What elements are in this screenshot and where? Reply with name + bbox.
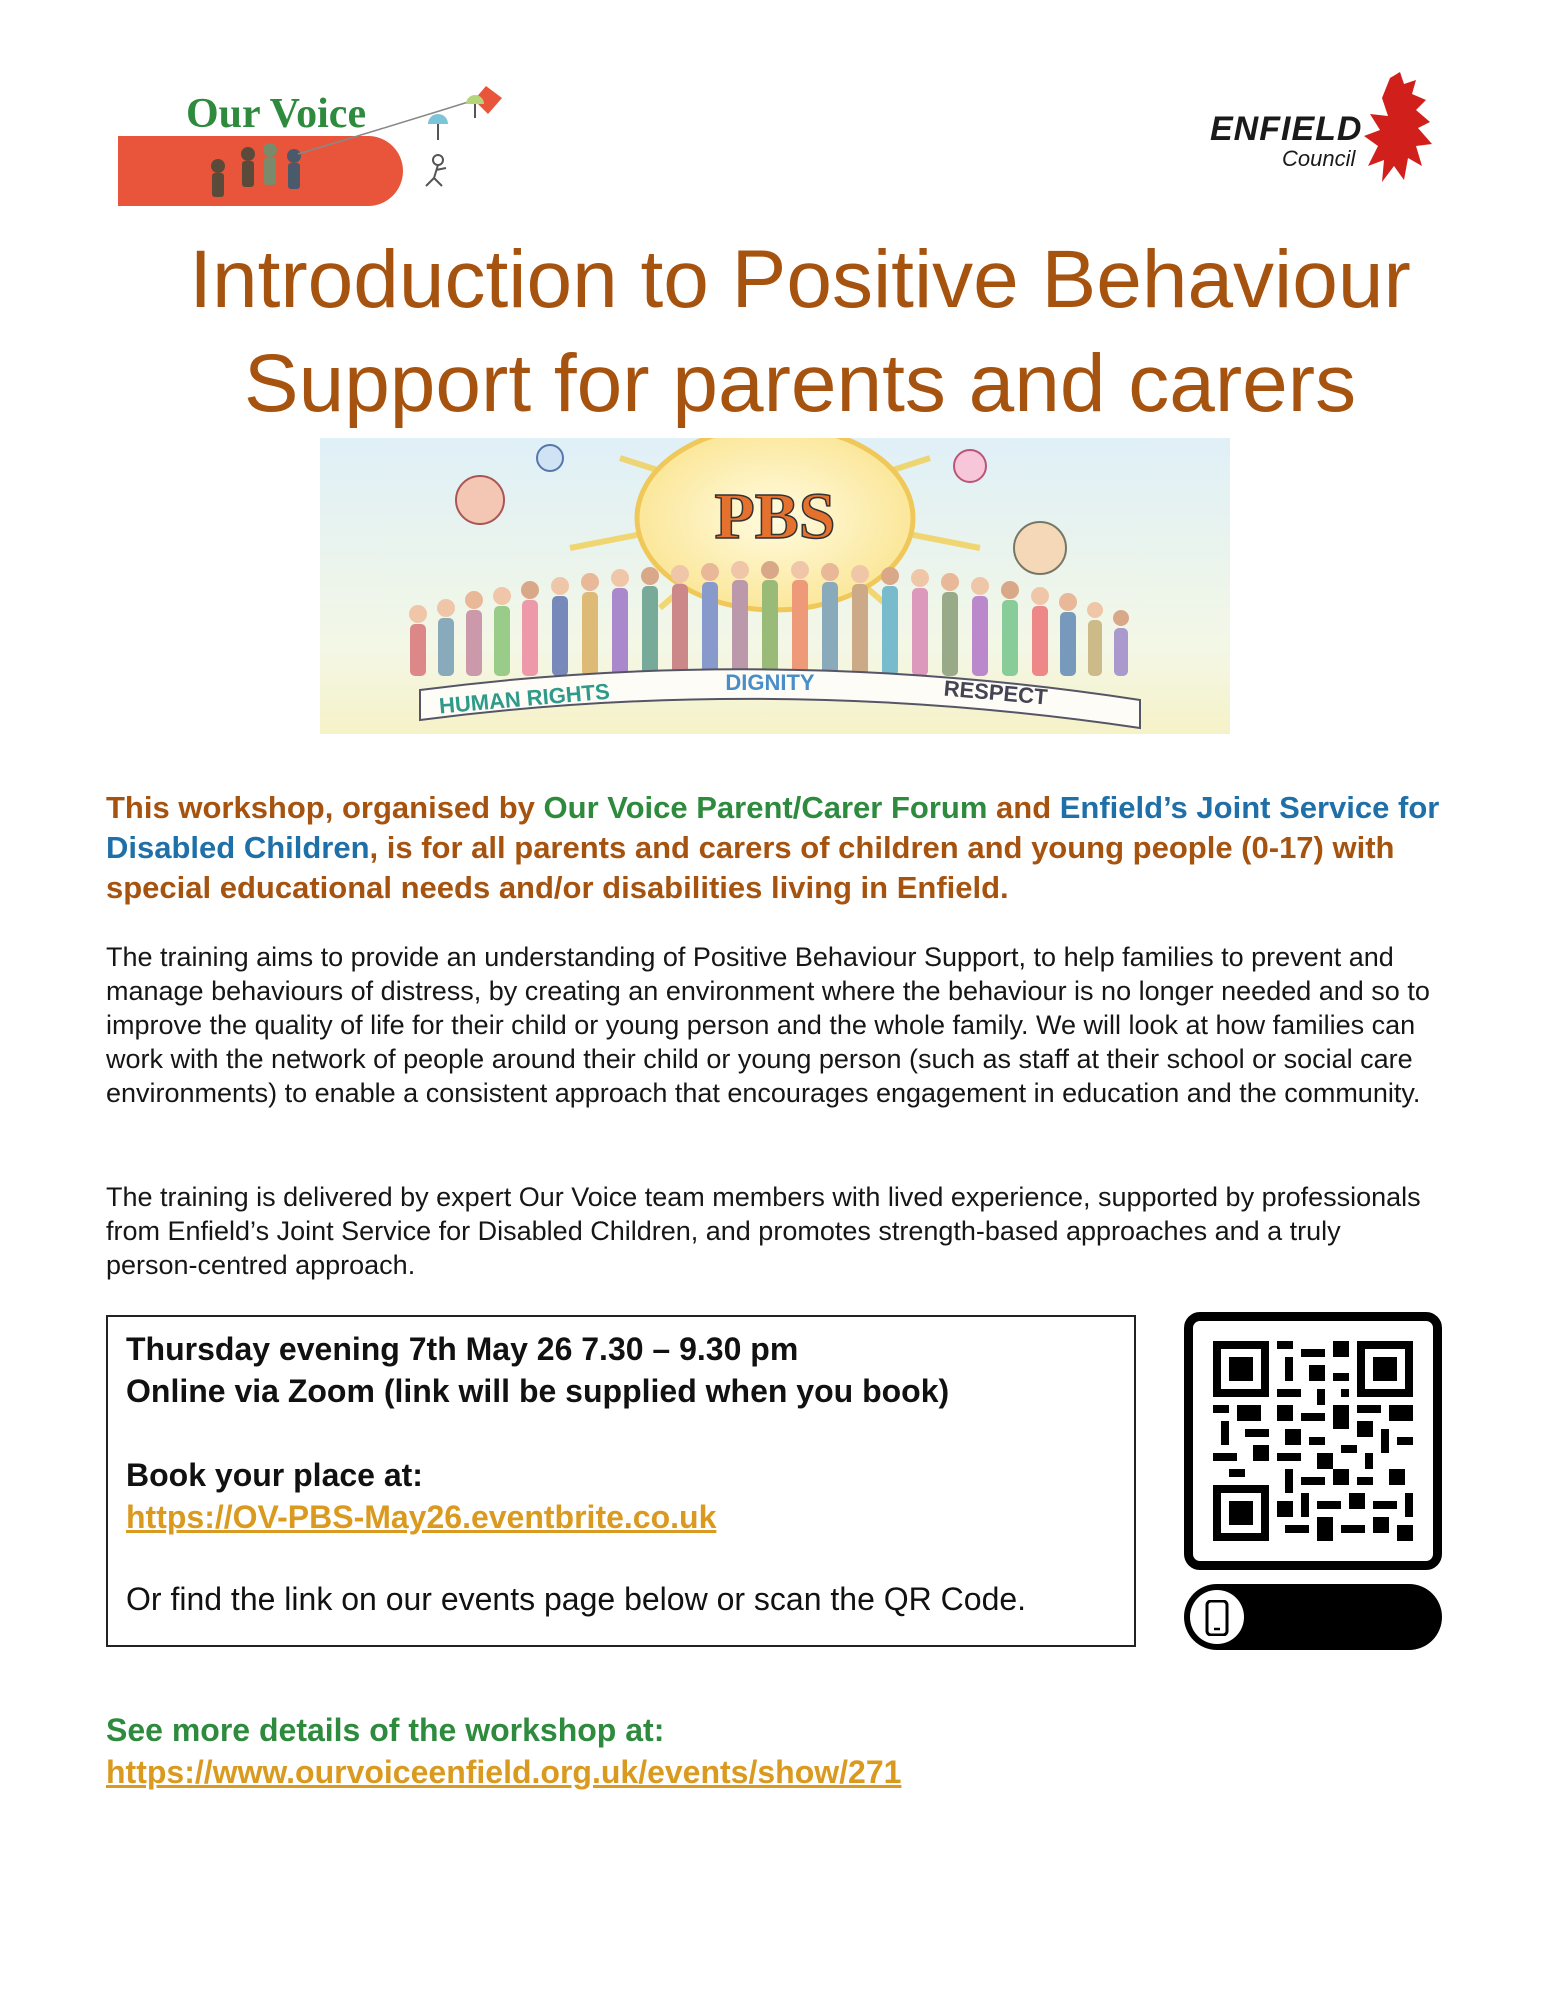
enfield-council-logo xyxy=(1210,70,1450,195)
event-details-box xyxy=(106,1315,1136,1647)
booking-link[interactable]: https://OV-PBS-May26.eventbrite.co.uk xyxy=(126,1499,717,1535)
intro-org-our-voice: Our Voice Parent/Carer Forum xyxy=(543,790,988,825)
event-location: Online via Zoom (link will be supplied when you book) xyxy=(126,1373,950,1409)
phone-icon xyxy=(1203,1600,1231,1636)
intro-text-2: and xyxy=(987,790,1060,825)
find-link-note: Or find the link on our events page below or scan the QR Code. xyxy=(126,1581,1027,1617)
our-voice-logo xyxy=(118,84,518,216)
enfield-wordmark: ENFIELD xyxy=(1210,110,1363,148)
title-line-2: Support for parents and carers xyxy=(243,338,1357,429)
qr-code-icon xyxy=(1213,1341,1413,1541)
qr-code[interactable] xyxy=(1184,1312,1442,1570)
training-delivery-paragraph: The training is delivered by expert Our Voice team members with lived experience, supported by professionals from Enfield’s Joint Service for Disabled Children, and promotes strength-based approaches and a truly person-centred approach. xyxy=(106,1182,1421,1280)
scan-me-pill xyxy=(1184,1584,1442,1650)
intro-paragraph xyxy=(106,788,1476,908)
council-wordmark: Council xyxy=(1282,146,1356,171)
intro-text-3: , is for all parents and carers of children and young people (0-17) with special educational needs and/or disabilities living in Enfield. xyxy=(106,830,1395,905)
title-line-1: Introduction to Positive Behaviour xyxy=(189,234,1411,325)
pbs-heading: PBS xyxy=(714,480,836,553)
pbs-illustration xyxy=(320,438,1230,734)
more-details-label: See more details of the workshop at: xyxy=(106,1712,665,1748)
book-label: Book your place at: xyxy=(126,1457,423,1493)
enfield-beast-icon xyxy=(1360,70,1452,195)
banner-respect: RESPECT xyxy=(942,675,1049,710)
intro-org-enfield: Enfield’s Joint Service for Disabled Children xyxy=(106,790,1440,865)
banner-human-rights: HUMAN RIGHTS xyxy=(438,678,611,719)
our-voice-wordmark: Our Voice xyxy=(186,91,367,137)
more-details-link[interactable]: https://www.ourvoiceenfield.org.uk/events/show/271 xyxy=(106,1754,902,1790)
event-date: Thursday evening 7th May 26 7.30 – 9.30 pm xyxy=(126,1331,799,1367)
banner-dignity: DIGNITY xyxy=(725,670,815,695)
page-title xyxy=(100,228,1500,436)
intro-text-1: This workshop, organised by xyxy=(106,790,544,825)
training-aims-paragraph: The training aims to provide an understanding of Positive Behaviour Support, to help families to prevent and manage behaviours of distress, by creating an environment where the behaviour is no longer needed and so to improve the quality of life for their child or young person and the whole family. We will look at how families can work with the network of people around their child or young person (such as staff at their school or social care environments) to enable a consistent approach that encourages engagement in education and the community. xyxy=(106,942,1430,1108)
